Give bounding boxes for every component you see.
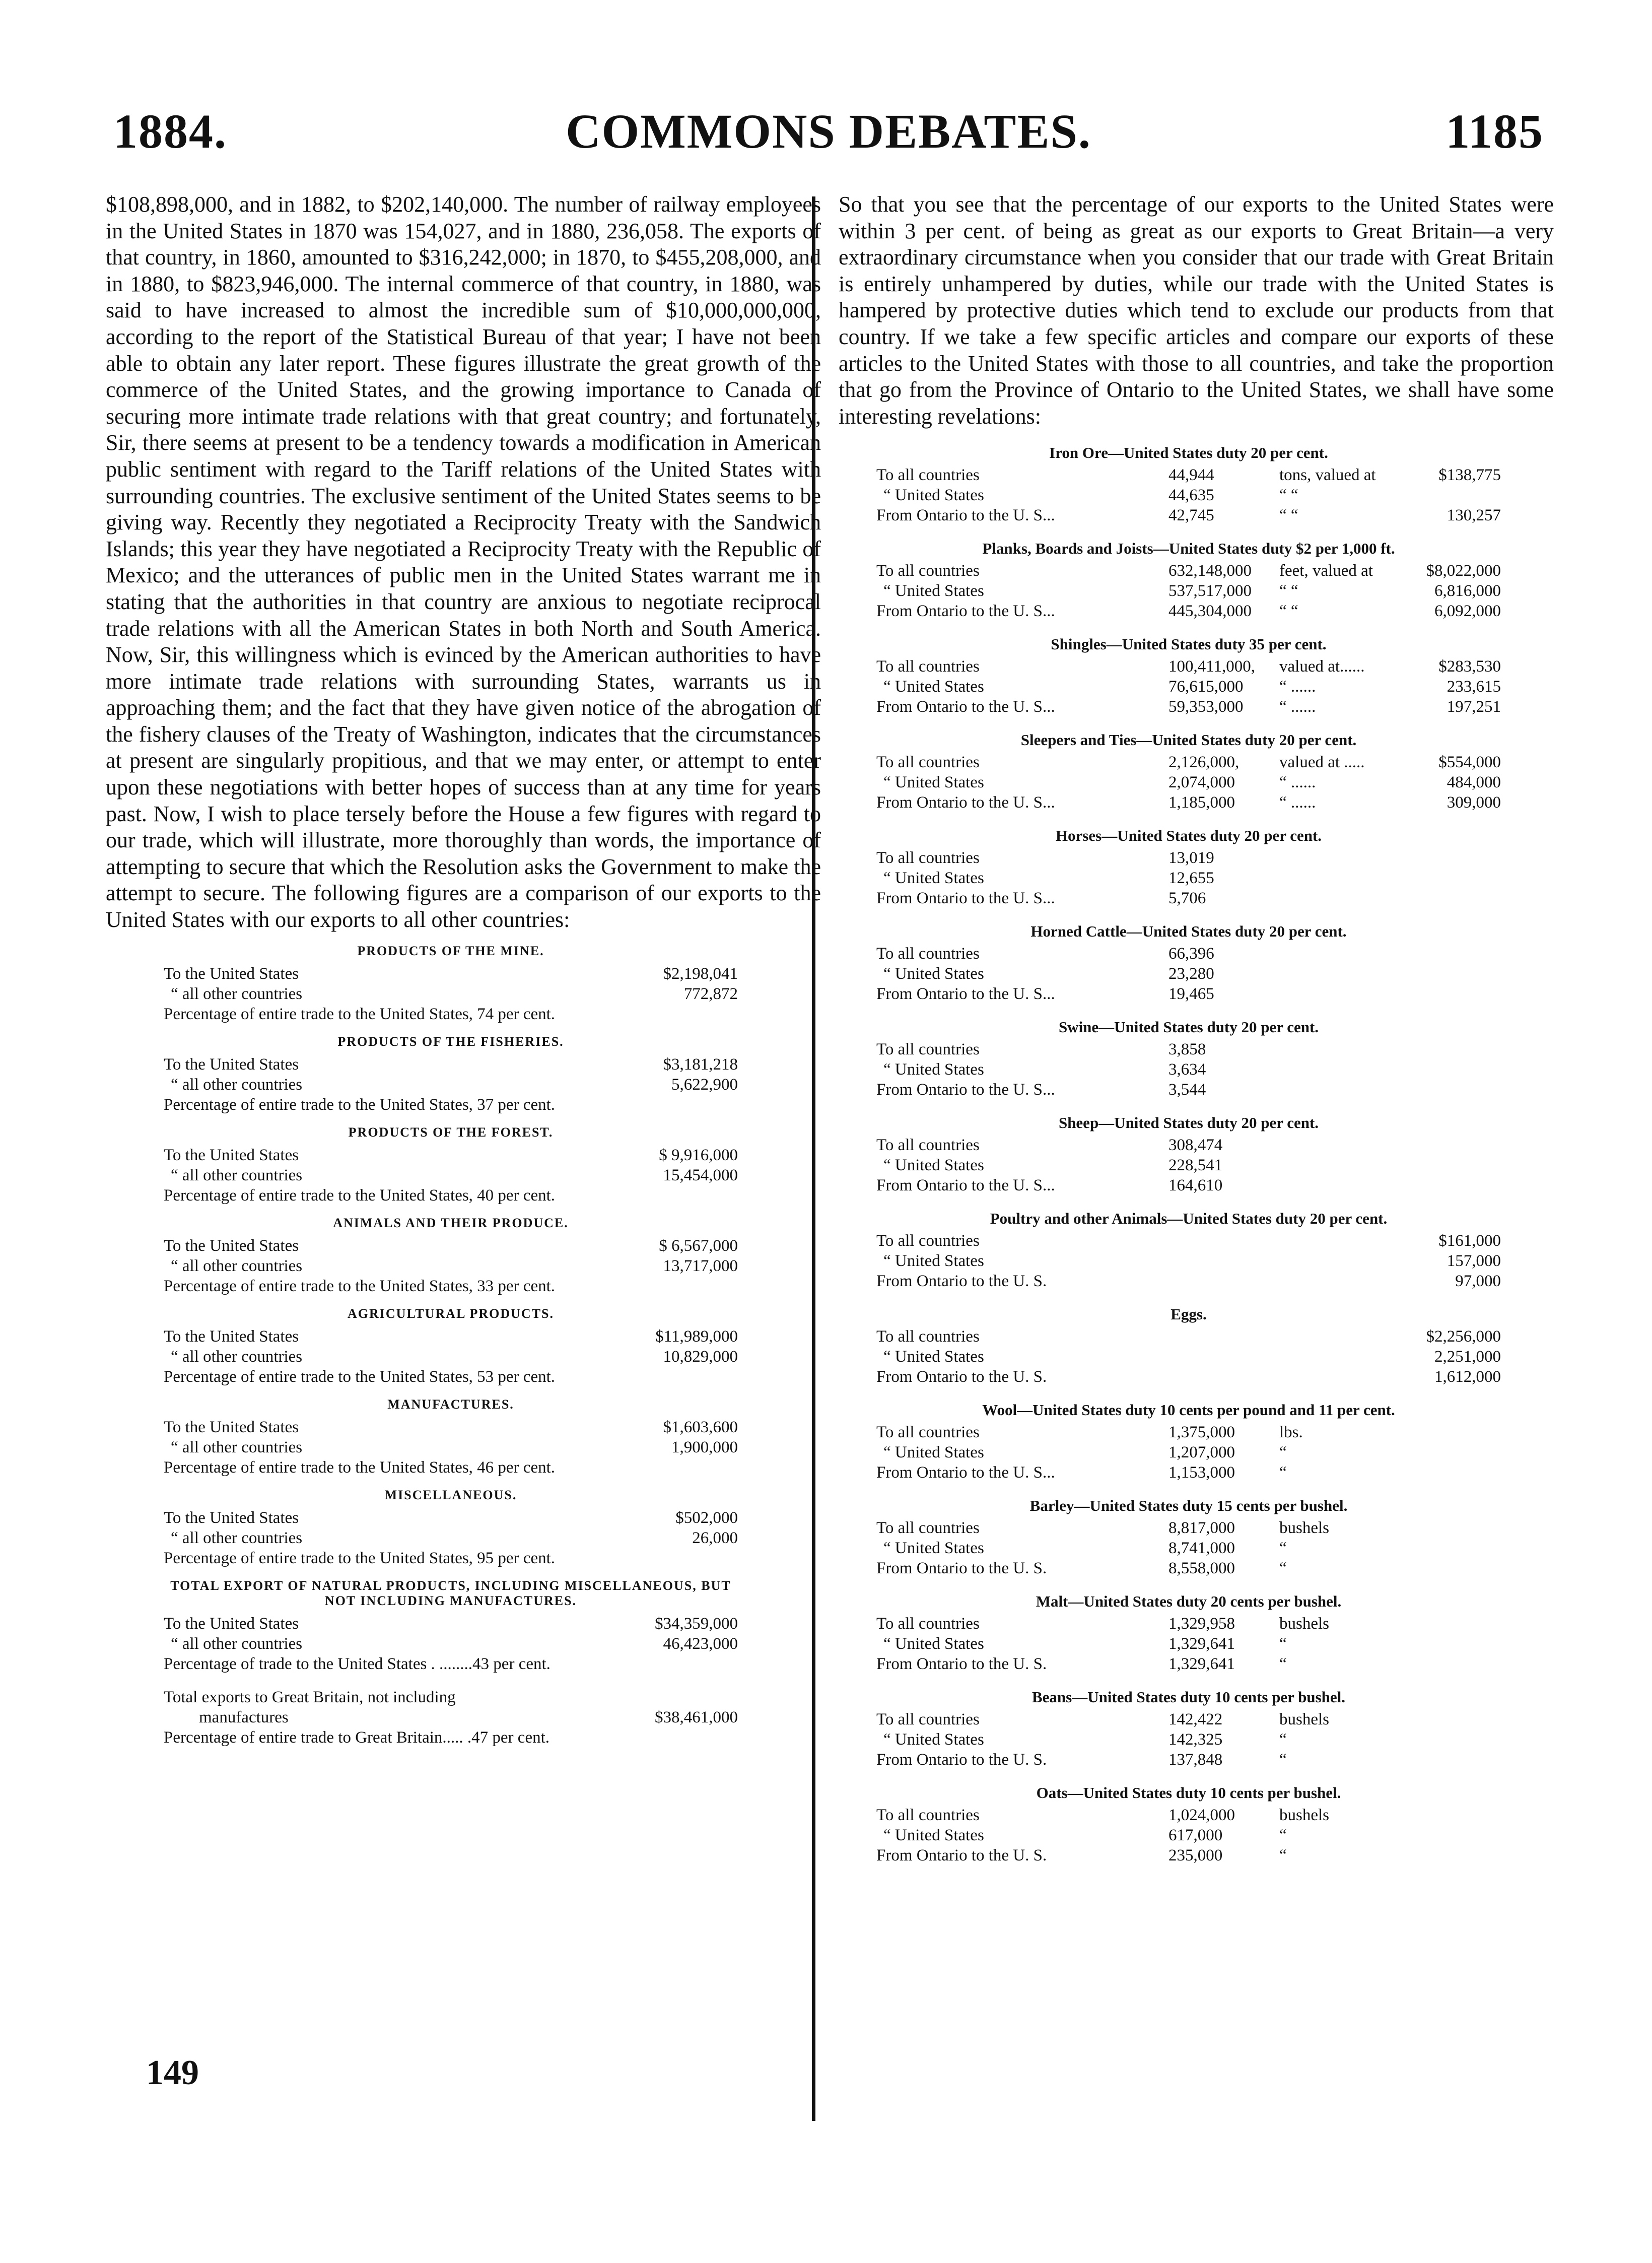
row-quantity: 1,207,000 [1168, 1443, 1235, 1462]
gb-total-label: Total exports to Great Britain, not including [164, 1688, 456, 1706]
left-table-title: MANUFACTURES. [387, 1396, 514, 1412]
right-table-title: Horned Cattle—United States duty 20 per cent. [1030, 922, 1347, 941]
row-label: To the United States [164, 1327, 299, 1346]
row-value: 26,000 [692, 1528, 738, 1547]
row-label: To the United States [164, 1236, 299, 1255]
table-row [876, 505, 1501, 525]
row-label: “ all other countries [171, 1075, 303, 1094]
row-quantity: 632,148,000 [1168, 562, 1252, 580]
right-table [876, 1210, 1501, 1291]
row-value: 233,615 [1447, 678, 1501, 696]
row-quantity: 228,541 [1168, 1156, 1223, 1175]
row-label: “ all other countries [171, 1438, 303, 1456]
table-row [164, 1256, 738, 1276]
left-table [164, 1034, 738, 1115]
left-paragraph: $108,898,000, and in 1882, to $202,140,000. The number of railway employees in the United States in 1870 was 154,027, and in 1880, 236,058. The exports of that country, in 1860, amounted to $316,242,000; in 1870, to $455,208,000, and in 1880, to $823,946,000. The internal commerce of that country, in 1880, was said to have increased to almost the incredible sum of $10,000,000,000, according to the report of the Statistical Bureau of that year; I have not been able to obtain any later report. These figures illustrate the great growth of the commerce of the United States, and the growing importance to Canada of securing more intimate trade relations with that great country; and fortunately, Sir, there seems at present to be a tendency towards a modification in American public sentiment with regard to the Tariff relations of the United States with surrounding countries. The exclusive sentiment of the United States seems to be giving way. Recently they negotiated a Reciprocity Treaty with the Sandwich Islands; this year they have negotiated a Reciprocity Treaty with the Republic of Mexico; and the utterances of public men in the United States warrant me in stating that the authorities in that country are anxious to negotiate reciprocal trade relations with all the American States in both North and South America. Now, Sir, this willingness which is evinced by the American authorities to have more intimate trade relations with surrounding States, warrants us in approaching them; and the fact that they have given notice of the abrogation of the fishery clauses of the Treaty of Washington, indicates that the circumstances at present are singularly propitious, and that we may enter, or attempt to enter upon these negotiations with better hopes of success than at any time for years past. Now, I wish to place tersely before the House a few figures with regard to our trade, which will illustrate, more thoroughly than words, the importance of attempting to secure that which the Resolution asks the Government to make the attempt to secure. The following figures are a comparison of our exports to the United States with our exports to all other countries: [106, 192, 821, 933]
row-percentage: Percentage of entire trade to the United States, 53 per cent. [164, 1367, 556, 1386]
row-label: “ United States [883, 1826, 984, 1845]
row-label: “ all other countries [171, 1528, 303, 1547]
table-row [876, 1538, 1501, 1558]
row-label: From Ontario to the U. S... [876, 1081, 1055, 1099]
row-value: $2,256,000 [1426, 1327, 1501, 1346]
left-table [164, 1125, 738, 1206]
row-label: From Ontario to the U. S. [876, 1559, 1047, 1578]
table-row [876, 1175, 1501, 1195]
header-title: COMMONS DEBATES. [566, 104, 1091, 158]
row-label: From Ontario to the U. S... [876, 1176, 1055, 1195]
table-row [876, 1080, 1501, 1100]
left-table [164, 1306, 738, 1387]
row-quantity: 8,558,000 [1168, 1559, 1235, 1578]
row-percentage: Percentage of entire trade to the United States, 33 per cent. [164, 1277, 556, 1295]
row-percentage: Percentage of entire trade to the United States, 37 per cent. [164, 1095, 556, 1114]
row-label: “ United States [883, 1252, 984, 1271]
row-quantity: 44,635 [1168, 486, 1214, 505]
table-row [876, 697, 1501, 717]
row-label: “ United States [883, 773, 984, 792]
row-label: To the United States [164, 1614, 299, 1633]
right-column [839, 191, 1554, 1866]
row-value: $3,181,218 [663, 1055, 738, 1074]
row-label: To the United States [164, 1508, 299, 1527]
row-label: To all countries [876, 1327, 980, 1346]
row-value: 772,872 [683, 984, 738, 1003]
row-unit: feet, valued at [1279, 562, 1373, 580]
table-row [876, 1825, 1501, 1845]
table-row [876, 1634, 1501, 1654]
row-label: “ United States [883, 965, 984, 983]
row-value: $161,000 [1438, 1232, 1501, 1250]
row-unit: “ “ [1279, 602, 1298, 621]
row-label: To all countries [876, 1519, 980, 1538]
row-unit: valued at ..... [1279, 753, 1365, 772]
gb-total [164, 1687, 738, 1748]
gb-total-value: $38,461,000 [655, 1708, 738, 1726]
table-row [164, 1145, 738, 1165]
table-row [876, 561, 1501, 581]
row-quantity: 1,375,000 [1168, 1423, 1235, 1442]
row-value: $1,603,600 [663, 1418, 738, 1436]
row-value: $ 6,567,000 [659, 1236, 738, 1255]
header-year: 1884. [113, 104, 227, 158]
row-unit: bushels [1279, 1519, 1329, 1538]
table-row [876, 485, 1501, 505]
row-label: To the United States [164, 1055, 299, 1074]
row-label: To all countries [876, 1806, 980, 1825]
table-row [876, 1251, 1501, 1271]
row-quantity: 3,858 [1168, 1040, 1206, 1059]
row-label: “ all other countries [171, 1634, 303, 1653]
right-table [876, 731, 1501, 813]
right-table [876, 922, 1501, 1004]
row-quantity: 76,615,000 [1168, 678, 1244, 696]
row-quantity: 19,465 [1168, 985, 1214, 1004]
table-row [164, 1614, 738, 1634]
row-value: 157,000 [1447, 1252, 1501, 1271]
row-value: $ 9,916,000 [659, 1146, 738, 1164]
table-row [876, 1422, 1501, 1442]
row-quantity: 3,634 [1168, 1060, 1206, 1079]
right-table [876, 1401, 1501, 1483]
row-label: “ United States [883, 1443, 984, 1462]
row-quantity: 617,000 [1168, 1826, 1223, 1845]
row-percentage: Percentage of trade to the United States . ........43 per cent. [164, 1654, 550, 1673]
right-table-title: Poultry and other Animals—United States duty 20 per cent. [990, 1210, 1388, 1228]
row-value: 197,251 [1447, 698, 1501, 716]
row-label: “ United States [883, 678, 984, 696]
right-table [876, 1018, 1501, 1100]
right-table-title: Planks, Boards and Joists—United States duty $2 per 1,000 ft. [982, 540, 1395, 558]
table-row [876, 1442, 1501, 1462]
right-table [876, 444, 1501, 525]
row-unit: “ “ [1279, 582, 1298, 601]
right-table-title: Wool—United States duty 10 cents per pound and 11 per cent. [982, 1401, 1395, 1419]
row-unit: “ [1279, 1559, 1287, 1578]
row-quantity: 142,422 [1168, 1710, 1223, 1729]
row-unit: lbs. [1279, 1423, 1303, 1442]
row-percentage: Percentage of entire trade to the United States, 95 per cent. [164, 1549, 556, 1567]
table-row [164, 1347, 738, 1367]
table-row [876, 868, 1501, 888]
row-quantity: 1,329,958 [1168, 1615, 1235, 1633]
signature-mark: 149 [146, 2053, 199, 2092]
right-paragraph: So that you see that the percentage of our exports to the United States were within 3 per cent. of being as great as our exports to Great Britain—a very extraordinary circumstance when you consider that our trade with Great Britain is entirely unhampered by duties, while our trade with the United States is hampered by protective duties which tend to exclude our products from that country. If we take a few specific articles and compare our exports of these articles to the United States with those to all countries, and take the proportion that go from the Province of Ontario to the United States, we shall have some interesting revelations: [839, 192, 1554, 429]
left-table-title: MISCELLANEOUS. [384, 1487, 517, 1502]
right-table-title: Eggs. [1171, 1305, 1207, 1323]
left-table-title: ANIMALS AND THEIR PRODUCE. [333, 1215, 569, 1230]
row-value: 484,000 [1447, 773, 1501, 792]
row-quantity: 3,544 [1168, 1081, 1206, 1099]
table-row [876, 1155, 1501, 1175]
right-table-title: Oats—United States duty 10 cents per bushel. [1036, 1784, 1341, 1802]
right-table-title: Barley—United States duty 15 cents per bushel. [1029, 1497, 1348, 1515]
row-label: “ United States [883, 1539, 984, 1558]
row-unit: bushels [1279, 1710, 1329, 1729]
left-table [164, 1397, 738, 1478]
row-label: To all countries [876, 1136, 980, 1155]
row-quantity: 1,185,000 [1168, 793, 1235, 812]
row-percentage: Percentage of entire trade to the United States, 46 per cent. [164, 1458, 556, 1477]
row-label: To all countries [876, 657, 980, 676]
row-unit: “ ...... [1279, 773, 1316, 792]
row-unit: “ [1279, 1846, 1287, 1865]
right-table-title: Iron Ore—United States duty 20 per cent. [1049, 444, 1328, 462]
row-value: $34,359,000 [655, 1614, 738, 1633]
row-unit: “ “ [1279, 486, 1298, 505]
gb-total-label-2: manufactures [199, 1708, 289, 1726]
row-unit: “ [1279, 1730, 1287, 1749]
row-label: “ United States [883, 1730, 984, 1749]
row-quantity: 1,153,000 [1168, 1463, 1235, 1482]
header-page-number: 1185 [1446, 104, 1544, 158]
table-row [876, 1367, 1501, 1387]
row-quantity: 8,817,000 [1168, 1519, 1235, 1538]
left-tables [106, 944, 821, 1674]
table-row [876, 1518, 1501, 1538]
row-value: $11,989,000 [655, 1327, 738, 1346]
left-table-title: PRODUCTS OF THE MINE. [357, 943, 544, 958]
row-quantity: 142,325 [1168, 1730, 1223, 1749]
row-quantity: 100,411,000, [1168, 657, 1256, 676]
table-row [876, 1654, 1501, 1674]
row-value: 309,000 [1447, 793, 1501, 812]
table-row [164, 964, 738, 984]
table-row [876, 677, 1501, 697]
row-quantity: 308,474 [1168, 1136, 1223, 1155]
row-label: To all countries [876, 1615, 980, 1633]
table-row [876, 1039, 1501, 1059]
row-value: $554,000 [1438, 753, 1501, 772]
right-table [876, 1305, 1501, 1387]
right-table-title: Beans—United States duty 10 cents per bushel. [1031, 1688, 1346, 1706]
table-row [876, 848, 1501, 868]
row-label: To all countries [876, 466, 980, 485]
table-row [876, 1326, 1501, 1347]
row-label: From Ontario to the U. S... [876, 506, 1055, 525]
table-row [876, 1135, 1501, 1155]
table-row [164, 1437, 738, 1457]
right-table-title: Malt—United States duty 20 cents per bushel. [1036, 1592, 1342, 1611]
right-table [876, 1114, 1501, 1195]
right-table [876, 1497, 1501, 1578]
row-unit: “ ...... [1279, 698, 1316, 716]
table-row [876, 1729, 1501, 1750]
row-quantity: 5,706 [1168, 889, 1206, 908]
right-table-title: Sleepers and Ties—United States duty 20 per cent. [1020, 731, 1357, 749]
row-quantity: 1,329,641 [1168, 1635, 1235, 1653]
row-value: $2,198,041 [663, 964, 738, 983]
table-row [876, 964, 1501, 984]
row-value: 10,829,000 [663, 1347, 738, 1366]
right-table [876, 1592, 1501, 1674]
table-row [164, 1075, 738, 1095]
table-row [876, 656, 1501, 677]
right-table [876, 1784, 1501, 1866]
row-label: From Ontario to the U. S. [876, 1272, 1047, 1291]
row-quantity: 137,848 [1168, 1751, 1223, 1769]
row-quantity: 445,304,000 [1168, 602, 1252, 621]
row-quantity: 13,019 [1168, 849, 1214, 868]
table-row [876, 465, 1501, 485]
row-quantity: 42,745 [1168, 506, 1214, 525]
row-quantity: 12,655 [1168, 869, 1214, 888]
row-value: 6,092,000 [1434, 602, 1501, 621]
row-label: To all countries [876, 753, 980, 772]
table-row [164, 984, 738, 1004]
left-table [164, 1216, 738, 1296]
right-table [876, 1688, 1501, 1770]
row-value: 6,816,000 [1434, 582, 1501, 601]
table-row [876, 944, 1501, 964]
row-value: 2,251,000 [1434, 1348, 1501, 1366]
row-label: From Ontario to the U. S... [876, 889, 1055, 908]
row-label: To all countries [876, 562, 980, 580]
row-unit: “ ...... [1279, 793, 1316, 812]
table-row [164, 1326, 738, 1347]
row-quantity: 23,280 [1168, 965, 1214, 983]
left-table-title: AGRICULTURAL PRODUCTS. [348, 1306, 554, 1321]
row-quantity: 537,517,000 [1168, 582, 1252, 601]
table-row [876, 601, 1501, 621]
table-row [876, 1231, 1501, 1251]
left-table [164, 1578, 738, 1674]
row-label: To all countries [876, 1232, 980, 1250]
row-label: “ all other countries [171, 1347, 303, 1366]
table-row [876, 1845, 1501, 1866]
right-table-title: Shingles—United States duty 35 per cent. [1051, 635, 1327, 653]
row-label: To all countries [876, 849, 980, 868]
right-tables [839, 444, 1554, 1866]
right-table-title: Sheep—United States duty 20 per cent. [1058, 1114, 1319, 1132]
row-label: To all countries [876, 1040, 980, 1059]
table-row [876, 1271, 1501, 1291]
row-value: $8,022,000 [1426, 562, 1501, 580]
row-label: “ United States [883, 1635, 984, 1653]
page-header [113, 103, 1544, 164]
table-row [876, 1709, 1501, 1729]
table-row [876, 1805, 1501, 1825]
row-label: From Ontario to the U. S. [876, 1368, 1047, 1386]
row-unit: valued at...... [1279, 657, 1365, 676]
row-unit: “ ...... [1279, 678, 1316, 696]
left-table-title: TOTAL EXPORT OF NATURAL PRODUCTS, INCLUDING MISCELLANEOUS, BUT NOT INCLUDING MANUFACTURES. [170, 1578, 731, 1608]
row-label: From Ontario to the U. S... [876, 793, 1055, 812]
row-value: 97,000 [1455, 1272, 1501, 1291]
row-label: “ all other countries [171, 1256, 303, 1275]
row-label: To the United States [164, 1418, 299, 1436]
row-unit: “ [1279, 1826, 1287, 1845]
row-label: “ United States [883, 1348, 984, 1366]
table-row [876, 984, 1501, 1004]
row-unit: “ [1279, 1463, 1287, 1482]
row-quantity: 235,000 [1168, 1846, 1223, 1865]
table-row [876, 1558, 1501, 1578]
right-table-title: Swine—United States duty 20 per cent. [1058, 1018, 1319, 1036]
row-unit: “ [1279, 1751, 1287, 1769]
table-row [876, 581, 1501, 601]
row-quantity: 44,944 [1168, 466, 1214, 485]
table-row [164, 1417, 738, 1437]
left-table-title: PRODUCTS OF THE FOREST. [348, 1124, 554, 1140]
row-label: To the United States [164, 1146, 299, 1164]
table-row [164, 1054, 738, 1075]
table-row [876, 792, 1501, 813]
right-table [876, 540, 1501, 621]
row-unit: tons, valued at [1279, 466, 1376, 485]
row-quantity: 59,353,000 [1168, 698, 1244, 716]
right-table [876, 635, 1501, 717]
row-label: From Ontario to the U. S... [876, 1463, 1055, 1482]
row-label: To all countries [876, 945, 980, 963]
table-row [876, 1750, 1501, 1770]
row-value: 130,257 [1447, 506, 1501, 525]
left-table [164, 944, 738, 1024]
row-quantity: 1,329,641 [1168, 1655, 1235, 1674]
row-value: $138,775 [1438, 466, 1501, 485]
row-quantity: 1,024,000 [1168, 1806, 1235, 1825]
table-row [876, 888, 1501, 908]
row-label: From Ontario to the U. S. [876, 1751, 1047, 1769]
row-quantity: 8,741,000 [1168, 1539, 1235, 1558]
gb-total-pct: Percentage of entire trade to Great Britain..... .47 per cent. [164, 1728, 550, 1747]
row-label: To all countries [876, 1710, 980, 1729]
row-unit: bushels [1279, 1615, 1329, 1633]
row-value: 5,622,900 [671, 1075, 738, 1094]
row-label: To all countries [876, 1423, 980, 1442]
left-column [106, 191, 821, 1748]
row-unit: “ [1279, 1539, 1287, 1558]
row-unit: bushels [1279, 1806, 1329, 1825]
row-value: 15,454,000 [663, 1166, 738, 1184]
row-value: 1,900,000 [671, 1438, 738, 1456]
table-row [164, 1508, 738, 1528]
row-label: “ United States [883, 1156, 984, 1175]
row-label: From Ontario to the U. S... [876, 698, 1055, 716]
row-unit: “ [1279, 1443, 1287, 1462]
row-value: 13,717,000 [663, 1256, 738, 1275]
table-row [164, 1236, 738, 1256]
row-quantity: 2,126,000, [1168, 753, 1240, 772]
table-row [164, 1165, 738, 1185]
row-label: “ United States [883, 1060, 984, 1079]
left-table-title: PRODUCTS OF THE FISHERIES. [337, 1034, 564, 1049]
row-quantity: 164,610 [1168, 1176, 1223, 1195]
row-quantity: 2,074,000 [1168, 773, 1235, 792]
table-row [876, 1059, 1501, 1080]
row-percentage: Percentage of entire trade to the United States, 74 per cent. [164, 1005, 556, 1023]
row-label: “ all other countries [171, 1166, 303, 1184]
row-unit: “ “ [1279, 506, 1298, 525]
table-row [164, 1634, 738, 1654]
left-table [164, 1488, 738, 1568]
row-label: “ United States [883, 486, 984, 505]
row-unit: “ [1279, 1635, 1287, 1653]
table-row [876, 1462, 1501, 1483]
row-label: “ all other countries [171, 984, 303, 1003]
right-table-title: Horses—United States duty 20 per cent. [1055, 827, 1322, 845]
row-unit: “ [1279, 1655, 1287, 1674]
table-row [164, 1528, 738, 1548]
row-label: From Ontario to the U. S... [876, 985, 1055, 1004]
row-value: 46,423,000 [663, 1634, 738, 1653]
right-table [876, 827, 1501, 908]
table-row [876, 1347, 1501, 1367]
row-percentage: Percentage of entire trade to the United States, 40 per cent. [164, 1186, 556, 1205]
row-label: From Ontario to the U. S. [876, 1846, 1047, 1865]
row-label: From Ontario to the U. S. [876, 1655, 1047, 1674]
row-value: $502,000 [675, 1508, 738, 1527]
row-quantity: 66,396 [1168, 945, 1214, 963]
table-row [876, 1614, 1501, 1634]
row-label: “ United States [883, 582, 984, 601]
table-row [876, 752, 1501, 772]
row-label: From Ontario to the U. S... [876, 602, 1055, 621]
table-row [876, 772, 1501, 792]
row-value: $283,530 [1438, 657, 1501, 676]
row-value: 1,612,000 [1434, 1368, 1501, 1386]
row-label: To the United States [164, 964, 299, 983]
row-label: “ United States [883, 869, 984, 888]
